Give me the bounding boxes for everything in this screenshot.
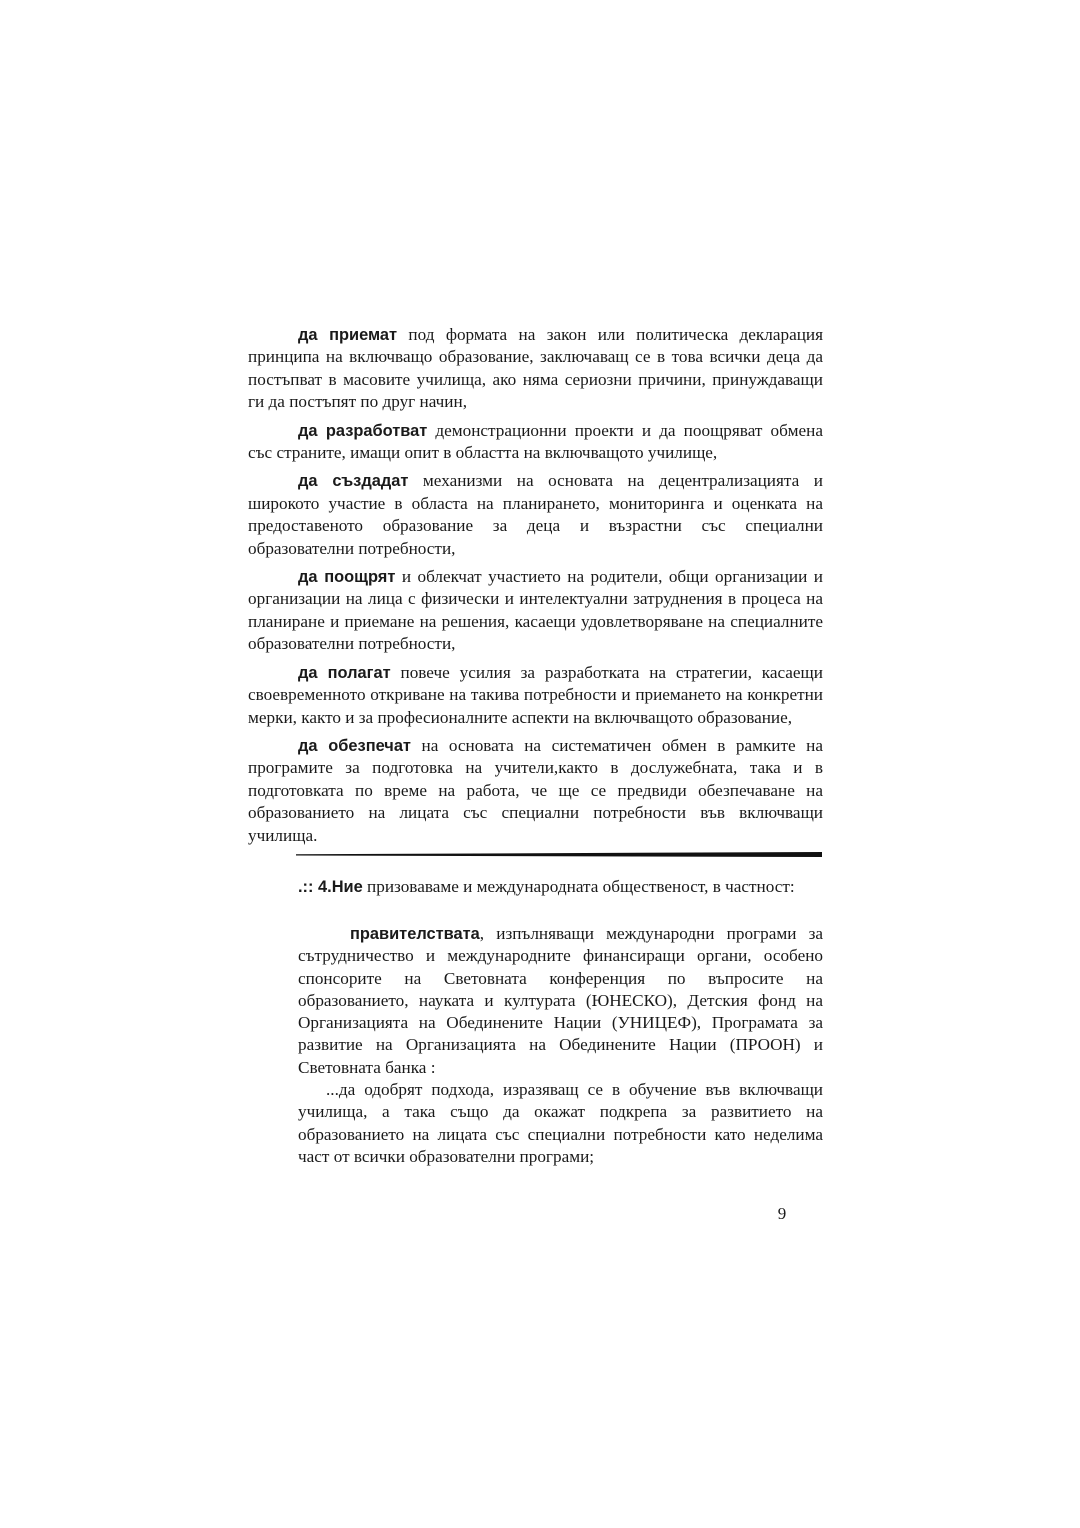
paragraph-develop (248, 420, 823, 465)
paragraph-lead: да полагат (298, 663, 391, 682)
paragraph-text: под формата на закон или политическа декларация принципа на включващо образование, заключаващ се в това всички деца да постъпват в масовите училища, ако няма сериозни причини, принуждаващи ги да постъпят по друг начин, (248, 325, 824, 412)
paragraph-lead: да обезпечат (298, 736, 411, 755)
paragraph-text: на основата на систематичен обмен в рамките на програмите за подготовка на учители,както в дослужебната, така и в подготовката по време на работа, че ще се предвиди обезпечаване на образованието на лицата със специални потребности във включващи училища. (248, 735, 823, 845)
section-marker: .:: 4.Ние (298, 878, 363, 896)
paragraph-text: повече усилия за разработката на стратегии, касаещи своевременното откриване на такива потребности и приемането на конкретни мерки, както и за професионалните аспекти на включващото образование, (248, 662, 823, 727)
commitments-list (248, 324, 823, 853)
paragraph-invest (248, 662, 823, 729)
section-heading (298, 876, 858, 898)
paragraph-encourage (248, 566, 823, 656)
paragraph-lead: да създадат (298, 472, 409, 491)
page-number: 9 (777, 1204, 787, 1223)
paragraph-lead: да приемат (298, 326, 398, 344)
paragraph-lead: да разработват (298, 421, 428, 440)
paragraph-governments (298, 923, 823, 1079)
paragraph-text: , изпълняващи международни програми за сътрудничество и международните финансиращи органи, особено спонсорите на Световната конференция по въпросите на образованието, науката и културата (ЮНЕСКО), Детския фонд на Организацията на Обединените Нации (УНИЦЕФ), Програмата за развитие на Организацията на Обединените Нации (ПРООН) и Световната банка : (298, 924, 823, 1077)
paragraph-text: и облекчат участието на родители, общи организации и организации на лица с физически и интелектуални затруднения в процеса на планиране и приемане на решения, касаещи удовлетворяване на специалните образователни потребности, (248, 567, 823, 654)
governments-block (298, 923, 823, 1168)
paragraph-lead: правителствата (350, 925, 480, 943)
section-text: призоваваме и международната общественост, в частност: (362, 877, 795, 896)
paragraph-endorse: ...да одобрят подхода, изразяващ се в обучение във включващи училища, а така също да окажат подкрепа за развитието на образованието на лицата със специални потребности като неделима част от всички образователни програми; (298, 1080, 823, 1166)
paragraph-adopt (248, 324, 823, 414)
paragraph-text: механизми на основата на децентрализацията и широкото участие в областа на планирането, мониторинга и оценката на предоставеното образование за деца и възрастни със специални образователни потребности, (248, 471, 824, 558)
paragraph-text: демонстрационни проекти и да поощряват обмена със страните, имащи опит в областта на включващото училище, (248, 420, 824, 463)
paragraph-create (248, 470, 823, 560)
paragraph-lead: да поощрят (298, 568, 396, 587)
paragraph-ensure (248, 735, 823, 847)
